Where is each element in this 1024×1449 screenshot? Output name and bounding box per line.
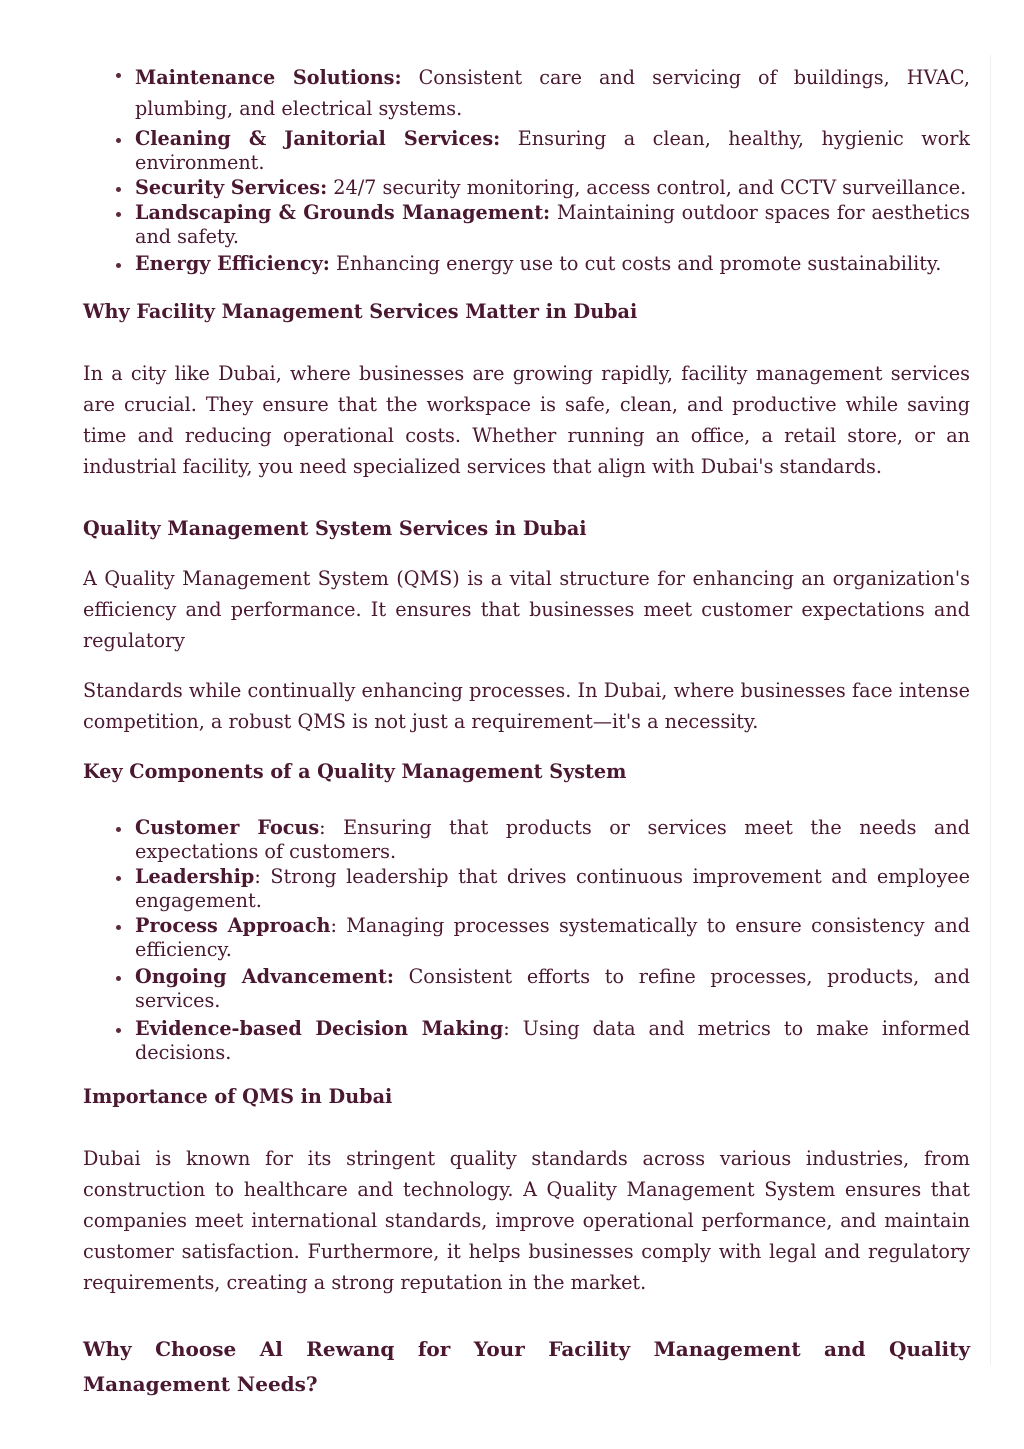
- list-item-title: Ongoing Advancement:: [135, 965, 394, 988]
- list-item-text: Consistent efforts to refine processes, products, and services.: [135, 965, 970, 1012]
- list-item-title: Process Approach: [135, 914, 331, 937]
- list-item-text: Maintaining outdoor spaces for aesthetics and safety.: [135, 201, 970, 248]
- list-item: [135, 176, 970, 200]
- paragraph-why-fm: In a city like Dubai, where businesses are growing rapidly, facility management services are crucial. They ensure that the workspace is safe, clean, and productive while saving time and reducing operational costs. Whether running an office, a retail store, or an industrial facility, you need specialized services that align with Dubai's standards.: [83, 362, 970, 478]
- list-item-title: Maintenance Solutions:: [135, 66, 402, 89]
- list-item-text: : Using data and metrics to make informed decisions.: [135, 1017, 970, 1064]
- list-item: [135, 252, 970, 276]
- list-item-title: Landscaping & Grounds Management:: [135, 201, 551, 224]
- key-components-list: [83, 816, 970, 1065]
- list-item-text: Ensuring a clean, healthy, hygienic work environment.: [135, 127, 970, 174]
- document-content: [83, 62, 970, 1402]
- section-heading-importance: Importance of QMS in Dubai: [83, 1085, 393, 1108]
- list-item: [135, 965, 970, 1013]
- section-heading-key-components: Key Components of a Quality Management System: [83, 760, 627, 783]
- list-item: [135, 914, 970, 962]
- list-item: [135, 201, 970, 249]
- list-item-text: 24/7 security monitoring, access control, and CCTV surveillance.: [327, 176, 967, 199]
- list-item-text: Consistent care and servicing of buildings, HVAC, plumbing, and electrical systems.: [135, 66, 970, 120]
- list-item: [135, 62, 970, 124]
- list-item-text: Enhancing energy use to cut costs and promote sustainability.: [329, 252, 942, 275]
- page-edge-divider: [990, 55, 991, 1365]
- list-item-title: Cleaning & Janitorial Services:: [135, 127, 501, 150]
- section-heading-qms: Quality Management System Services in Dubai: [83, 517, 587, 540]
- list-item-title: Energy Efficiency:: [135, 252, 330, 275]
- paragraph-importance: Dubai is known for its stringent quality standards across various industries, from construction to healthcare and technology. A Quality Management System ensures that companies meet international standards, improve operational performance, and maintain customer satisfaction. Furthermore, it helps businesses comply with legal and regulatory requirements, creating a strong reputation in the market.: [83, 1147, 970, 1294]
- section-heading-why-fm: Why Facility Management Services Matter in Dubai: [83, 300, 638, 323]
- list-item-title: Security Services:: [135, 176, 328, 199]
- list-item-text: : Managing processes systematically to ensure consistency and efficiency.: [135, 914, 971, 961]
- paragraph-qms-2: Standards while continually enhancing processes. In Dubai, where businesses face intense competition, a robust QMS is not just a requirement—it's a necessity.: [83, 679, 970, 733]
- list-item: [135, 1017, 970, 1065]
- paragraph-qms-1: A Quality Management System (QMS) is a vital structure for enhancing an organization's efficiency and performance. It ensures that businesses meet customer expectations and regulatory: [83, 567, 970, 652]
- list-item: [135, 127, 970, 175]
- list-item-text: : Ensuring that products or services meet the needs and expectations of customers.: [135, 816, 970, 863]
- list-item: [135, 816, 970, 864]
- list-item-title: Customer Focus: [135, 816, 320, 839]
- section-heading-why-choose: Why Choose Al Rewanq for Your Facility Management and Quality Management Needs?: [83, 1337, 970, 1396]
- services-list: [83, 62, 970, 276]
- list-item-title: Leadership: [135, 865, 255, 888]
- list-item-title: Evidence-based Decision Making: [135, 1017, 504, 1040]
- list-item: [135, 865, 970, 913]
- list-item-text: : Strong leadership that drives continuous improvement and employee engagement.: [135, 865, 970, 912]
